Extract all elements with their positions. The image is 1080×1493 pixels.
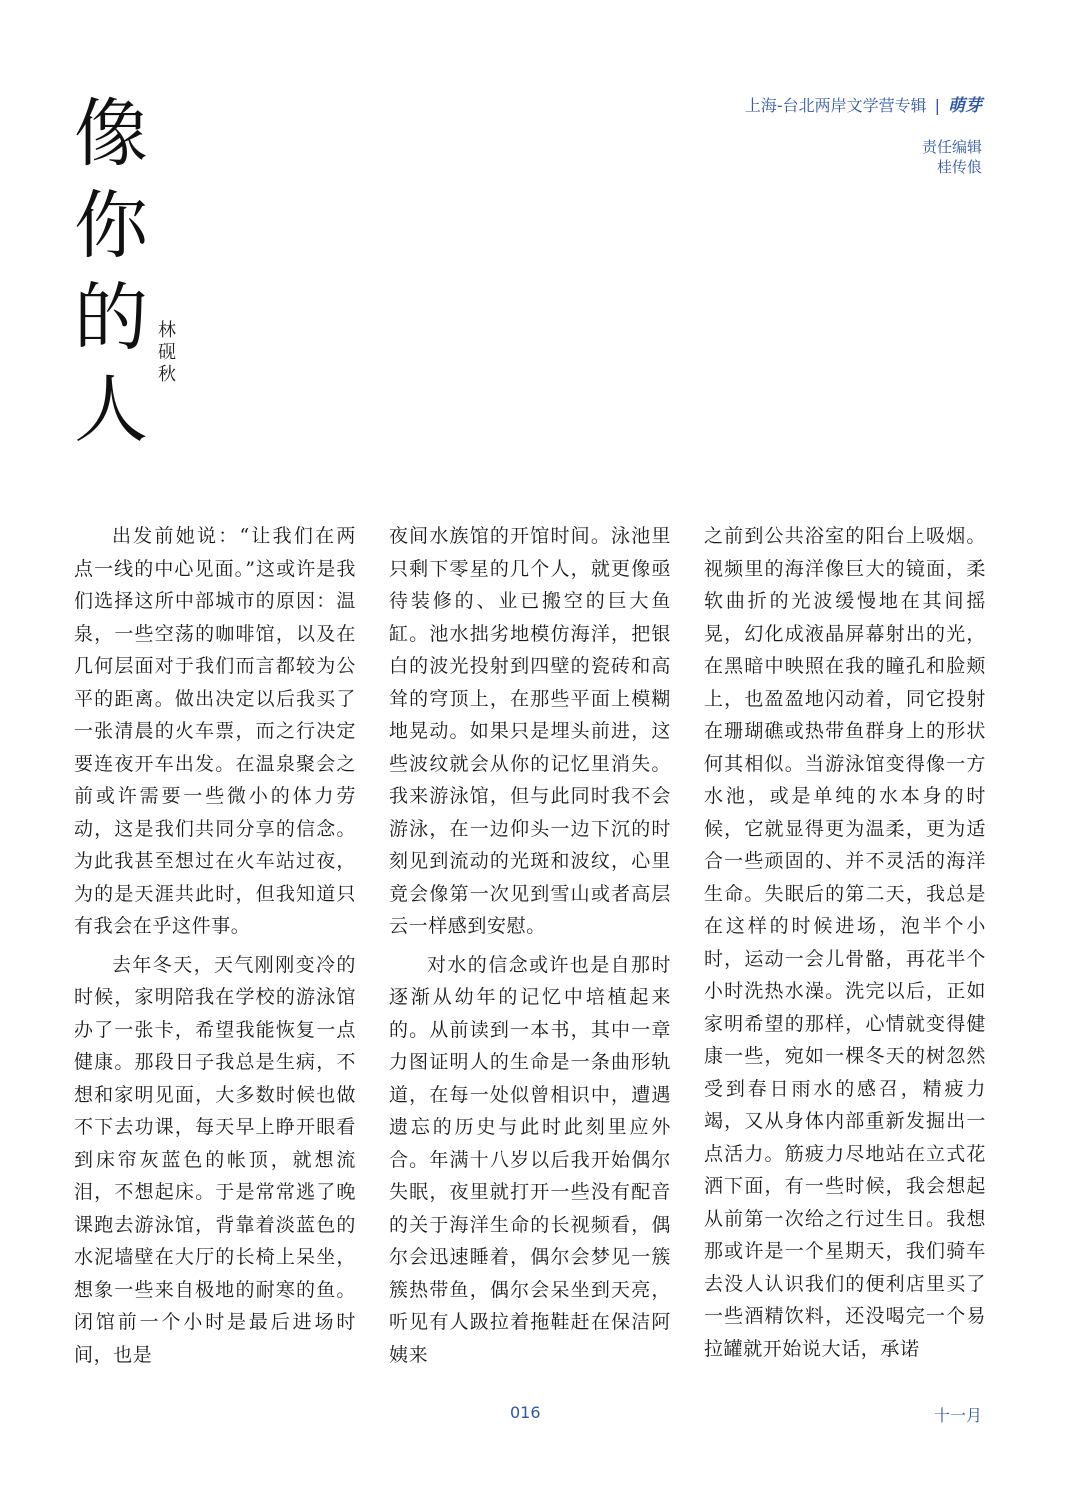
title-char: 的 — [74, 275, 148, 361]
editor-name: 桂传俍 — [936, 158, 982, 176]
magazine-logo: 萌芽 — [948, 96, 982, 116]
text-column-3 — [704, 520, 986, 1371]
paragraph: 之前到公共浴室的阳台上吸烟。视频里的海洋像巨大的镜面，柔软曲折的光波缓慢地在其间摇晃，幻化成液晶屏幕射出的光，在黑暗中映照在我的瞳孔和脸颊上，也盈盈地闪动着，同它投射在珊瑚礁或热带鱼群身上的形状何其相似。当游泳馆变得像一方水池，或是单纯的水本身的时候，它就显得更为温柔，更为适合一些顽固的、并不灵活的海洋生命。失眠后的第二天，我总是在这样的时候进场，泡半个小时，运动一会儿骨骼，再花半个小时洗热水澡。洗完以后，正如家明希望的那样，心情就变得健康一些，宛如一棵冬天的树忽然受到春日雨水的感召，精疲力竭，又从身体内部重新发掘出一点活力。筋疲力尽地站在立式花洒下面，有一些时候，我会想起从前第一次给之行过生日。我想那或许是一个星期天，我们骑车去没人认识我们的便利店里买了一些酒精饮料，还没喝完一个易拉罐就开始说大话，承诺 — [704, 525, 986, 1360]
title-char: 你 — [74, 183, 148, 269]
header-separator: | — [934, 96, 940, 115]
text-column-1 — [74, 520, 356, 1377]
author-name — [158, 320, 182, 386]
issue-month: 十一月 — [933, 1406, 982, 1425]
editor-credit — [922, 137, 982, 177]
page-number: 016 — [510, 1403, 541, 1422]
title-char: 像 — [74, 91, 148, 177]
column-name: 上海-台北两岸文学营专辑 — [744, 96, 927, 115]
title-char: 人 — [74, 367, 148, 453]
editor-label: 责任编辑 — [921, 138, 982, 156]
author-char: 林 — [158, 320, 176, 341]
article-title — [74, 88, 154, 456]
author-char: 秋 — [158, 364, 176, 385]
paragraph: 出发前她说：“让我们在两点一线的中心见面。”这或许是我们选择这所中部城市的原因：温泉，一些空荡的咖啡馆，以及在几何层面对于我们而言都较为公平的距离。做出决定以后我买了一张清晨的火车票，而之行决定要连夜开车出发。在温泉聚会之前或许需要一些微小的体力劳动，这是我们共同分享的信念。为此我甚至想过在火车站过夜，为的是天涯共此时，但我知道只有我会在乎这件事。 — [74, 525, 356, 937]
paragraph: 夜间水族馆的开馆时间。泳池里只剩下零星的几个人，就更像亟待装修的、业已搬空的巨大鱼缸。池水拙劣地模仿海洋，把银白的波光投射到四壁的瓷砖和高耸的穹顶上，在那些平面上模糊地晃动。如果只是埋头前进，这些波纹就会从你的记忆里消失。我来游泳馆，但与此同时我不会游泳，在一边仰头一边下沉的时刻见到流动的光斑和波纹，心里竟会像第一次见到雪山或者高层云一样感到安慰。 — [389, 525, 671, 937]
paragraph: 去年冬天，天气刚刚变冷的时候，家明陪我在学校的游泳馆办了一张卡，希望我能恢复一点健康。那段日子我总是生病，不想和家明见面，大多数时候也做不下去功课，每天早上睁开眼看到床帘灰蓝色的帐顶，就想流泪，不想起床。于是常常逃了晚课跑去游泳馆，背靠着淡蓝色的水泥墙壁在大厅的长椅上呆坐，想象一些来自极地的耐寒的鱼。闭馆前一个小时是最后进场时间，也是 — [74, 953, 356, 1366]
column-header — [745, 96, 982, 116]
text-column-2 — [389, 520, 671, 1377]
author-char: 砚 — [158, 342, 176, 363]
paragraph: 对水的信念或许也是自那时逐渐从幼年的记忆中培植起来的。从前读到一本书，其中一章力图证明人的生命是一条曲形轨道，在每一处似曾相识中，遭遇遗忘的历史与此时此刻里应外合。年满十八岁以后我开始偶尔失眠，夜里就打开一些没有配音的关于海洋生命的长视频看，偶尔会迅速睡着，偶尔会梦见一簇簇热带鱼，偶尔会呆坐到天亮，听见有人趿拉着拖鞋赶在保洁阿姨来 — [389, 953, 671, 1366]
